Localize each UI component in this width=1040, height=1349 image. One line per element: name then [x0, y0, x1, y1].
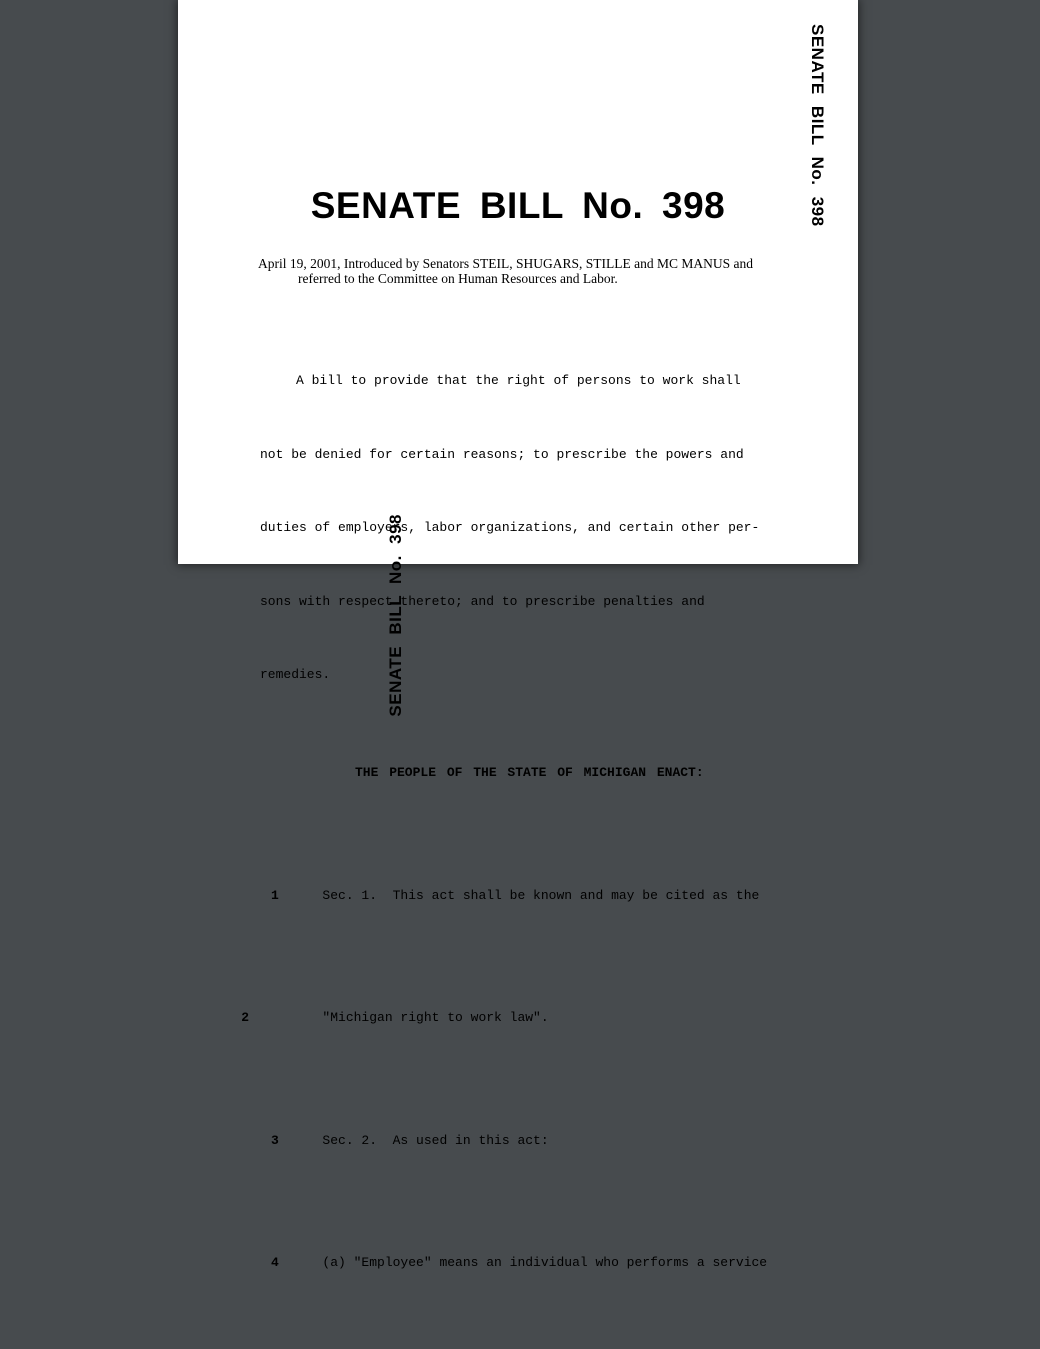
line-number: 2 — [241, 1010, 249, 1025]
line-number: 1 — [271, 887, 279, 903]
bill-numbered-line — [260, 859, 820, 933]
vertical-margin-label-right: SENATE BILL No. 398 — [808, 24, 827, 227]
enact-heading: THE PEOPLE OF THE STATE OF MICHIGAN ENACT: — [355, 765, 704, 780]
bill-summary-line: duties of employers, labor organizations, and certain other per- — [260, 520, 760, 535]
bill-summary-line: A bill to provide that the right of persons to work shall — [296, 373, 741, 388]
page-title: SENATE BILL No. 398 — [310, 185, 726, 226]
introduction-block — [258, 256, 778, 286]
document-page — [178, 0, 858, 1270]
bill-numbered-line — [260, 1227, 820, 1301]
bill-body-text — [241, 320, 820, 1349]
introduction-line: April 19, 2001, Introduced by Senators STEIL, SHUGARS, STILLE and MC MANUS and — [258, 256, 753, 271]
bill-line-text: "Michigan right to work law". — [322, 1010, 549, 1025]
bill-line-text: Sec. 1. This act shall be known and may be cited as the — [322, 887, 760, 903]
line-number: 3 — [271, 1132, 279, 1148]
bill-numbered-line — [241, 982, 820, 1056]
bill-numbered-line — [260, 1104, 820, 1178]
vertical-margin-label-left: SENATE BILL No. 398 — [386, 514, 405, 717]
bill-line-text: (a) "Employee" means an individual who performs a service — [322, 1255, 768, 1270]
bill-line-text: Sec. 2. As used in this act: — [322, 1132, 549, 1148]
line-number: 4 — [271, 1255, 279, 1270]
introduction-line: referred to the Committee on Human Resources and Labor. — [298, 271, 618, 286]
bill-summary-line: sons with respect thereto; and to prescribe penalties and — [260, 593, 705, 609]
bill-summary-line: not be denied for certain reasons; to prescribe the powers and — [260, 446, 744, 462]
bill-summary-line: remedies. — [260, 667, 331, 682]
